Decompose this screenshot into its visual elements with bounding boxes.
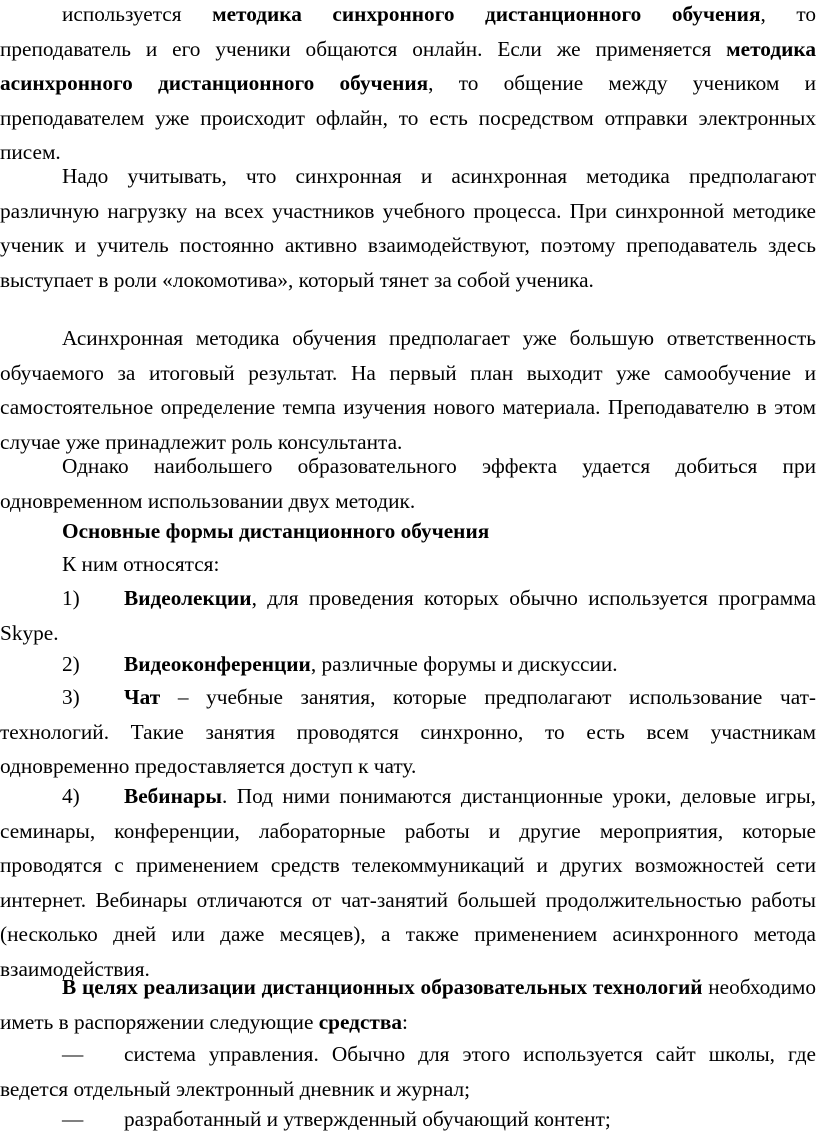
bold-means-heading: В целях реализации дистанционных образовательных технологий (62, 975, 703, 999)
list-number: 3) (62, 685, 80, 709)
means-item-content (0, 1102, 816, 1137)
bold-term-sync: методика синхронного дистанционного обучения (212, 2, 761, 26)
list-item-text: – учебные занятия, которые предполагают использование чат-технологий. Такие занятия проводятся синхронно, то есть всем участникам одновременно предоставляется доступ к чату. (0, 685, 816, 779)
list-item-videolectures (0, 581, 816, 650)
means-item-text: система управления. Обычно для этого используется сайт школы, где ведется отдельный электронный дневник и журнал; (0, 1042, 816, 1101)
list-item-text: , различные форумы и дискуссии. (310, 652, 618, 676)
list-number: 2) (62, 652, 80, 676)
dash-marker: — (62, 1107, 84, 1131)
paragraph-async-responsibility: Асинхронная методика обучения предполагает уже большую ответственность обучаемого за итоговый результат. На первый план выходит уже самообучение и самостоятельное определение темпа изучения нового материала. Преподавателю в этом случае уже принадлежит роль консультанта. (0, 326, 816, 454)
list-number: 1) (62, 586, 80, 610)
bold-means-word: средства (318, 1009, 403, 1034)
list-item-text: . Под ними понимаются дистанционные уроки, деловые игры, семинары, конференции, лабораторные работы и другие мероприятия, которые проводятся с применением средств телекоммуникаций и других возможностей сети интернет. Вебинары отличаются от чат-занятий большей продолжительностью работы (несколько дней или даже месяцев), а также применением асинхронного метода взаимодействия. (0, 784, 816, 981)
means-item-management-system (0, 1037, 816, 1106)
bold-term-async: методика асинхронного дистанционного обучения (0, 36, 816, 96)
paragraph-combined-effect: Однако наибольшего образовательного эффекта удается добиться при одновременном использовании двух методик. (0, 454, 816, 513)
paragraph-load: Надо учитывать, что синхронная и асинхронная методика предполагают различную нагрузку на всех участников учебного процесса. При синхронной методике ученик и учитель постоянно активно взаимодействуют, поэтому преподаватель здесь выступает в роли «локомотива», который тянет за собой ученика. (0, 164, 816, 292)
list-number: 4) (62, 784, 80, 808)
list-item-videoconferences (0, 647, 816, 682)
text-run: , то преподаватель и его ученики общаются онлайн. Если же применяется (0, 2, 816, 61)
means-item-text: разработанный и утвержденный обучающий контент; (124, 1107, 611, 1131)
list-item-title: Чат (124, 685, 161, 709)
list-item-chat (0, 680, 816, 784)
list-item-text: , для проведения которых обычно используется программа Skype. (0, 586, 816, 645)
text-run: , то общение между учеником и преподавателем уже происходит офлайн, то есть посредством отправки электронных писем. (0, 71, 816, 165)
text-run: используется (62, 2, 213, 26)
dash-marker: — (62, 1042, 84, 1066)
list-item-title: Вебинары (124, 784, 222, 808)
text-run: : (402, 1009, 408, 1034)
list-item-title: Видеолекции (124, 586, 252, 610)
list-item-webinars (0, 779, 816, 987)
paragraph-sync-async (0, 0, 816, 170)
list-item-title: Видеоконференции (124, 652, 311, 676)
paragraph-means (0, 970, 816, 1039)
section-heading: Основные формы дистанционного обучения (62, 519, 490, 543)
intro-text: К ним относятся: (62, 552, 220, 576)
text-run: необходимо иметь в распоряжении следующие (0, 975, 816, 1034)
